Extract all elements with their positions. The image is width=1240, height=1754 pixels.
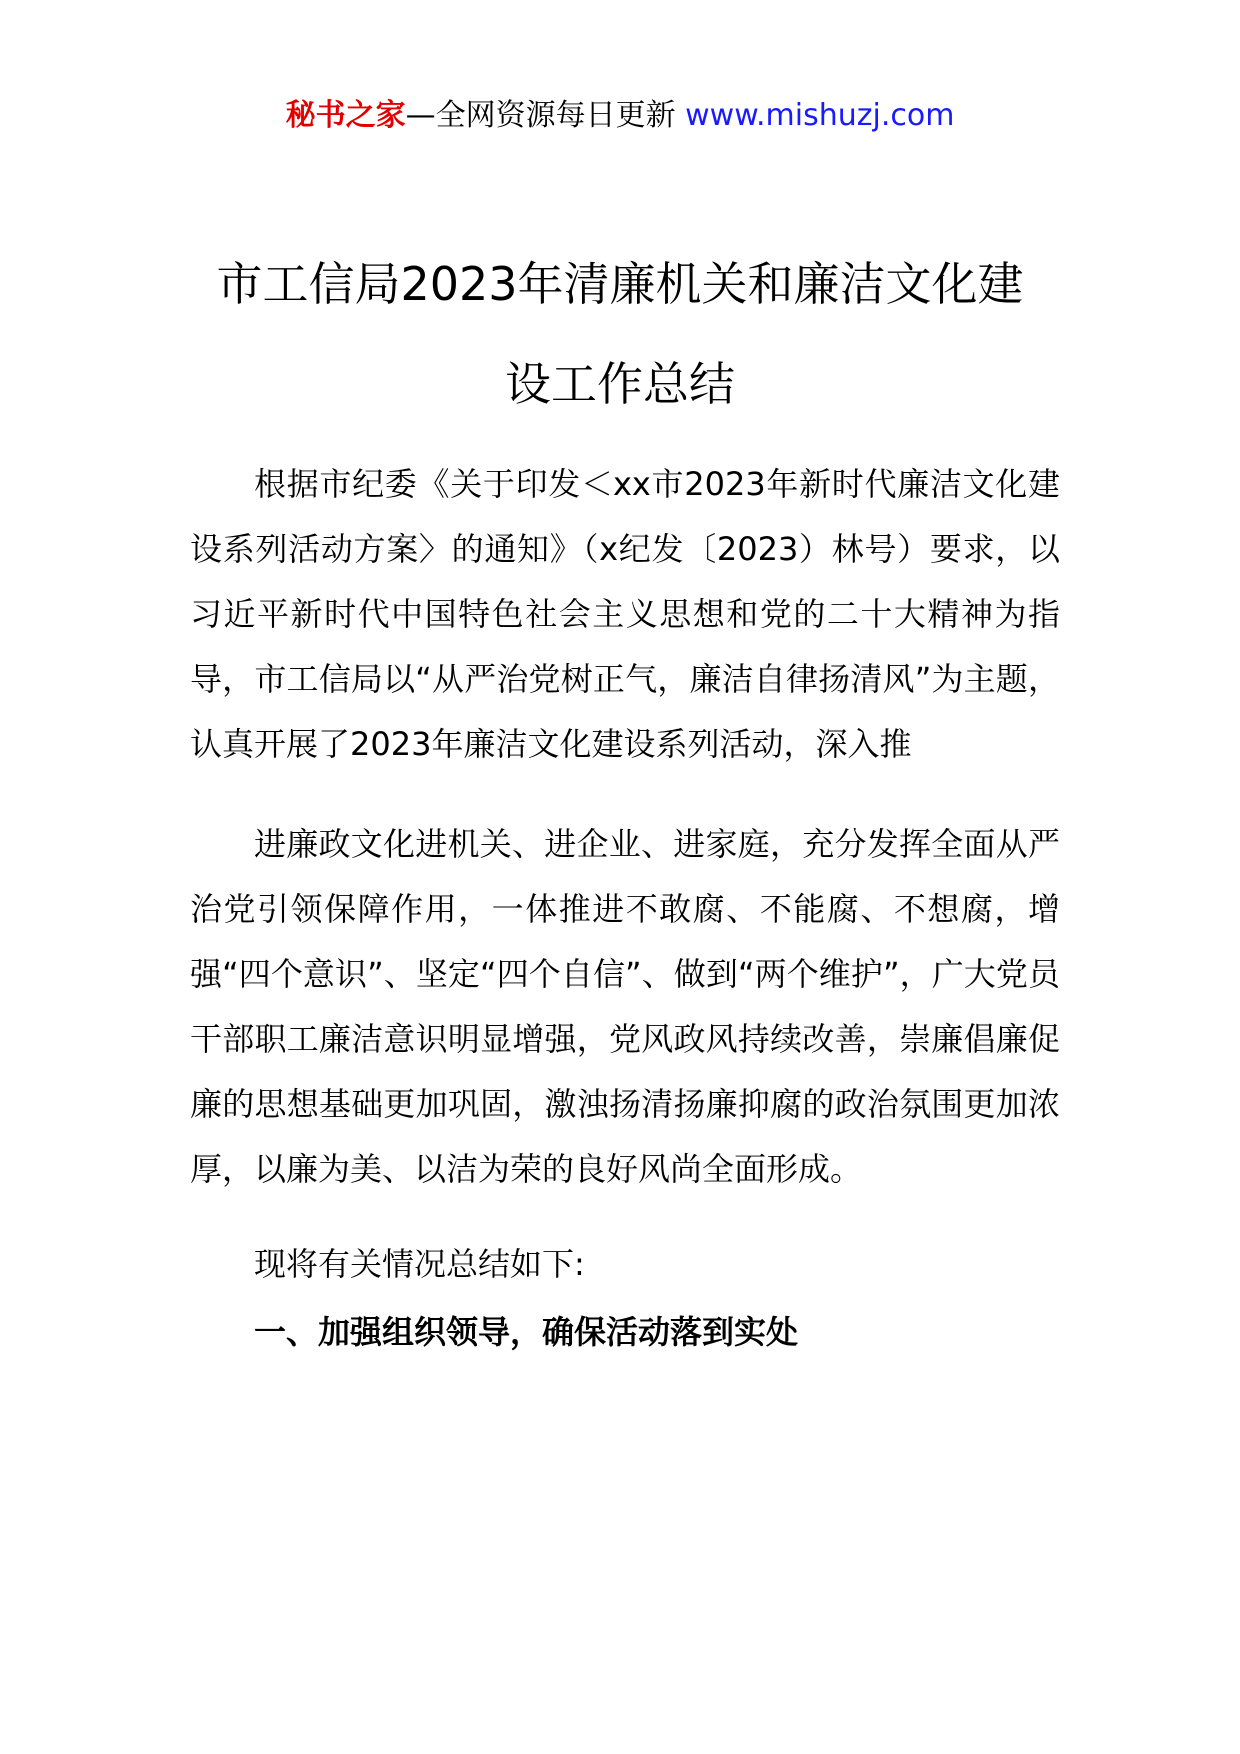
paragraph-results: 进廉政文化进机关、进企业、进家庭，充分发挥全面从严治党引领保障作用，一体推进不敢腐、不能腐、不想腐，增强“四个意识”、坚定“四个自信”、做到“两个维护”，广大党员干部职工廉洁意识明显增强，党风政风持续改善，崇廉倡廉促廉的思想基础更加巩固，激浊扬清扬廉抑腐的政治氛围更加浓厚，以廉为美、以洁为荣的良好风尚全面形成。 bbox=[190, 825, 1060, 1188]
site-header bbox=[0, 96, 1240, 136]
header-slogan: —全网资源每日更新 bbox=[405, 98, 676, 133]
document-title bbox=[150, 234, 1090, 434]
document-body bbox=[190, 452, 1060, 777]
document-body-4 bbox=[190, 1300, 1060, 1365]
section-heading-1: 一、加强组织领导，确保活动落到实处 bbox=[254, 1313, 799, 1351]
paragraph-summary-lead: 现将有关情况总结如下: bbox=[254, 1245, 585, 1283]
title-line-1: 市工信局2023年清廉机关和廉洁文化建 bbox=[216, 257, 1024, 311]
title-line-2: 设工作总结 bbox=[505, 357, 735, 411]
site-url[interactable]: www.mishuzj.com bbox=[685, 98, 955, 133]
brand-name: 秘书之家 bbox=[285, 98, 406, 133]
document-body-3 bbox=[190, 1232, 1060, 1297]
paragraph-intro: 根据市纪委《关于印发＜xx市2023年新时代廉洁文化建设系列活动方案〉的通知》（x纪发〔2023）林号）要求，以习近平新时代中国特色社会主义思想和党的二十大精神为指导，市工信局以“从严治党树正气，廉洁自律扬清风”为主题，认真开展了2023年廉洁文化建设系列活动，深入推 bbox=[190, 465, 1060, 763]
document-body-2 bbox=[190, 812, 1060, 1202]
